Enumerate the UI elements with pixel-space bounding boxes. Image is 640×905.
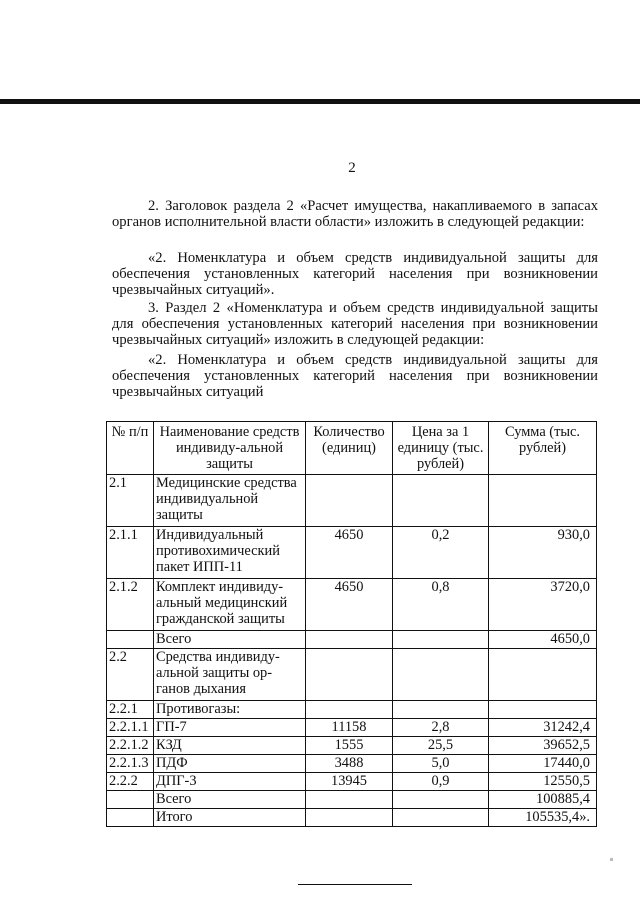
cell-price [393, 649, 489, 701]
cell-sum: 930,0 [489, 527, 597, 579]
cell-name: ДПГ-3 [154, 773, 306, 791]
table-row [107, 527, 597, 579]
cell-number: 2.2.1.1 [107, 719, 154, 737]
cell-price: 0,9 [393, 773, 489, 791]
cell-price [393, 631, 489, 649]
cell-price [393, 701, 489, 719]
cell-name: ПДФ [154, 755, 306, 773]
cell-quantity: 1555 [306, 737, 393, 755]
cell-price [393, 791, 489, 809]
paragraph-3: 3. Раздел 2 «Номенклатура и объем средств индивидуальной защиты для обеспечения установленных категорий населения при возникновении чрезвычайных ситуаций» изложить в следующей редакции: [112, 300, 598, 348]
cell-number: 2.1 [107, 475, 154, 527]
cell-sum [489, 701, 597, 719]
table-row [107, 809, 597, 827]
cell-number: 2.2.1 [107, 701, 154, 719]
table-row [107, 701, 597, 719]
bottom-rule [298, 884, 412, 885]
cell-number: 2.2 [107, 649, 154, 701]
table-row [107, 737, 597, 755]
sipz-table [106, 421, 597, 827]
cell-number: 2.2.1.2 [107, 737, 154, 755]
cell-price [393, 475, 489, 527]
cell-sum [489, 649, 597, 701]
cell-number [107, 791, 154, 809]
cell-number [107, 809, 154, 827]
cell-name: Комплект индивиду-альный медицинский гражданской защиты [154, 579, 306, 631]
cell-number: 2.1.2 [107, 579, 154, 631]
cell-quantity [306, 475, 393, 527]
cell-quantity: 3488 [306, 755, 393, 773]
cell-sum: 31242,4 [489, 719, 597, 737]
page-number: 2 [348, 160, 356, 176]
cell-name: Всего [154, 631, 306, 649]
cell-number: 2.1.1 [107, 527, 154, 579]
cell-quantity: 4650 [306, 579, 393, 631]
cell-sum: 12550,5 [489, 773, 597, 791]
cell-sum: 3720,0 [489, 579, 597, 631]
cell-price: 0,8 [393, 579, 489, 631]
cell-price: 5,0 [393, 755, 489, 773]
cell-name: Противогазы: [154, 701, 306, 719]
cell-quantity: 11158 [306, 719, 393, 737]
cell-sum: 105535,4». [489, 809, 597, 827]
paragraph-2: «2. Номенклатура и объем средств индивидуальной защиты для обеспечения установленных категорий населения при возникновении чрезвычайных ситуаций». [112, 250, 598, 298]
header-quantity: Количество (единиц) [306, 422, 393, 475]
cell-name: Индивидуальный противохимический пакет ИПП-11 [154, 527, 306, 579]
cell-number: 2.2.1.3 [107, 755, 154, 773]
header-price: Цена за 1 единицу (тыс. рублей) [393, 422, 489, 475]
table-row [107, 791, 597, 809]
table-row [107, 773, 597, 791]
cell-name: Итого [154, 809, 306, 827]
cell-number: 2.2.2 [107, 773, 154, 791]
table-row [107, 631, 597, 649]
table-row [107, 579, 597, 631]
cell-number [107, 631, 154, 649]
cell-name: Медицинские средства индивидуальной защиты [154, 475, 306, 527]
cell-quantity [306, 701, 393, 719]
cell-price: 0,2 [393, 527, 489, 579]
table-row [107, 719, 597, 737]
top-rule [0, 99, 640, 104]
cell-quantity: 13945 [306, 773, 393, 791]
cell-quantity [306, 649, 393, 701]
cell-name: Средства индивиду-альной защиты ор-ганов дыхания [154, 649, 306, 701]
header-name: Наименование средств индивиду-альной защиты [154, 422, 306, 475]
cell-price [393, 809, 489, 827]
cell-price: 2,8 [393, 719, 489, 737]
cell-sum: 4650,0 [489, 631, 597, 649]
cell-sum: 39652,5 [489, 737, 597, 755]
table-row [107, 475, 597, 527]
cell-sum: 100885,4 [489, 791, 597, 809]
cell-name: Всего [154, 791, 306, 809]
cell-name: КЗД [154, 737, 306, 755]
scan-speck [610, 858, 613, 861]
cell-name: ГП-7 [154, 719, 306, 737]
table-row [107, 649, 597, 701]
cell-quantity [306, 809, 393, 827]
cell-quantity [306, 791, 393, 809]
cell-quantity [306, 631, 393, 649]
cell-sum [489, 475, 597, 527]
table-row [107, 755, 597, 773]
paragraph-1: 2. Заголовок раздела 2 «Расчет имущества, накапливаемого в запасах органов исполнительной власти области» изложить в следующей редакции: [112, 198, 598, 230]
table-header-row [107, 422, 597, 475]
cell-price: 25,5 [393, 737, 489, 755]
cell-sum: 17440,0 [489, 755, 597, 773]
cell-quantity: 4650 [306, 527, 393, 579]
header-sum: Сумма (тыс. рублей) [489, 422, 597, 475]
paragraph-4: «2. Номенклатура и объем средств индивидуальной защиты для обеспечения установленных категорий населения при возникновении чрезвычайных ситуаций [112, 352, 598, 400]
header-number: № п/п [107, 422, 154, 475]
